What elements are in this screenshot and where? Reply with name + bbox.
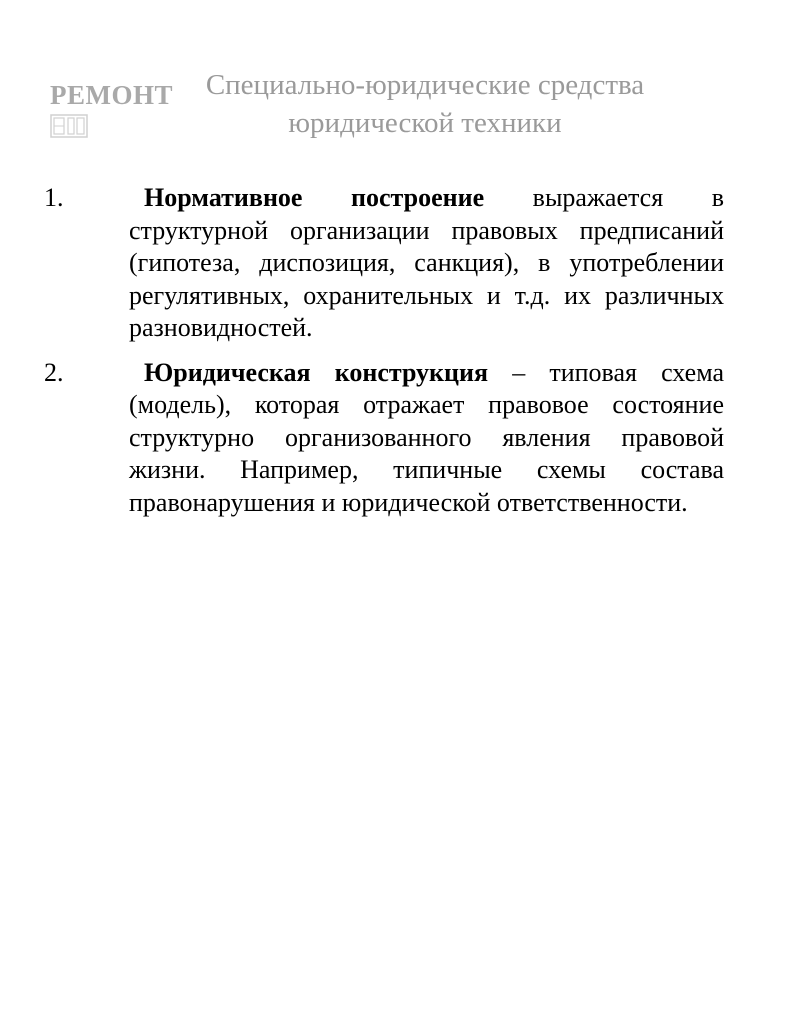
list-item-number: 1. (44, 183, 64, 212)
page-title (120, 66, 730, 142)
content-list (44, 182, 724, 531)
list-item-lead: Юридическая конструкция (144, 357, 489, 387)
logo-mark-icon (50, 114, 90, 140)
title-line-2: юридической техники (288, 107, 562, 139)
list-item-2 (44, 357, 724, 520)
watermark-text: РЕМОНТ (50, 80, 173, 110)
list-item-text: выражается в структурной организации правовых предписаний (гипотеза, диспозиция, санкция), в употреблении регулятивных, охранительных и т.д. их различных разновидностей. (129, 183, 724, 342)
list-item-lead: Нормативное построение (144, 183, 485, 212)
title-line-1: Специально-юридические средства (205, 69, 645, 101)
list-item-text: – типовая схема (модель), которая отражает правовое состояние структурно организованного явления правовой жизни. Например, типичные схемы состава правонарушения и юридической ответственности. (129, 357, 725, 517)
list-item-body (129, 182, 724, 345)
list-item-number: 2. (44, 357, 64, 387)
list-item-body (129, 357, 724, 520)
list-item-1 (44, 182, 724, 345)
